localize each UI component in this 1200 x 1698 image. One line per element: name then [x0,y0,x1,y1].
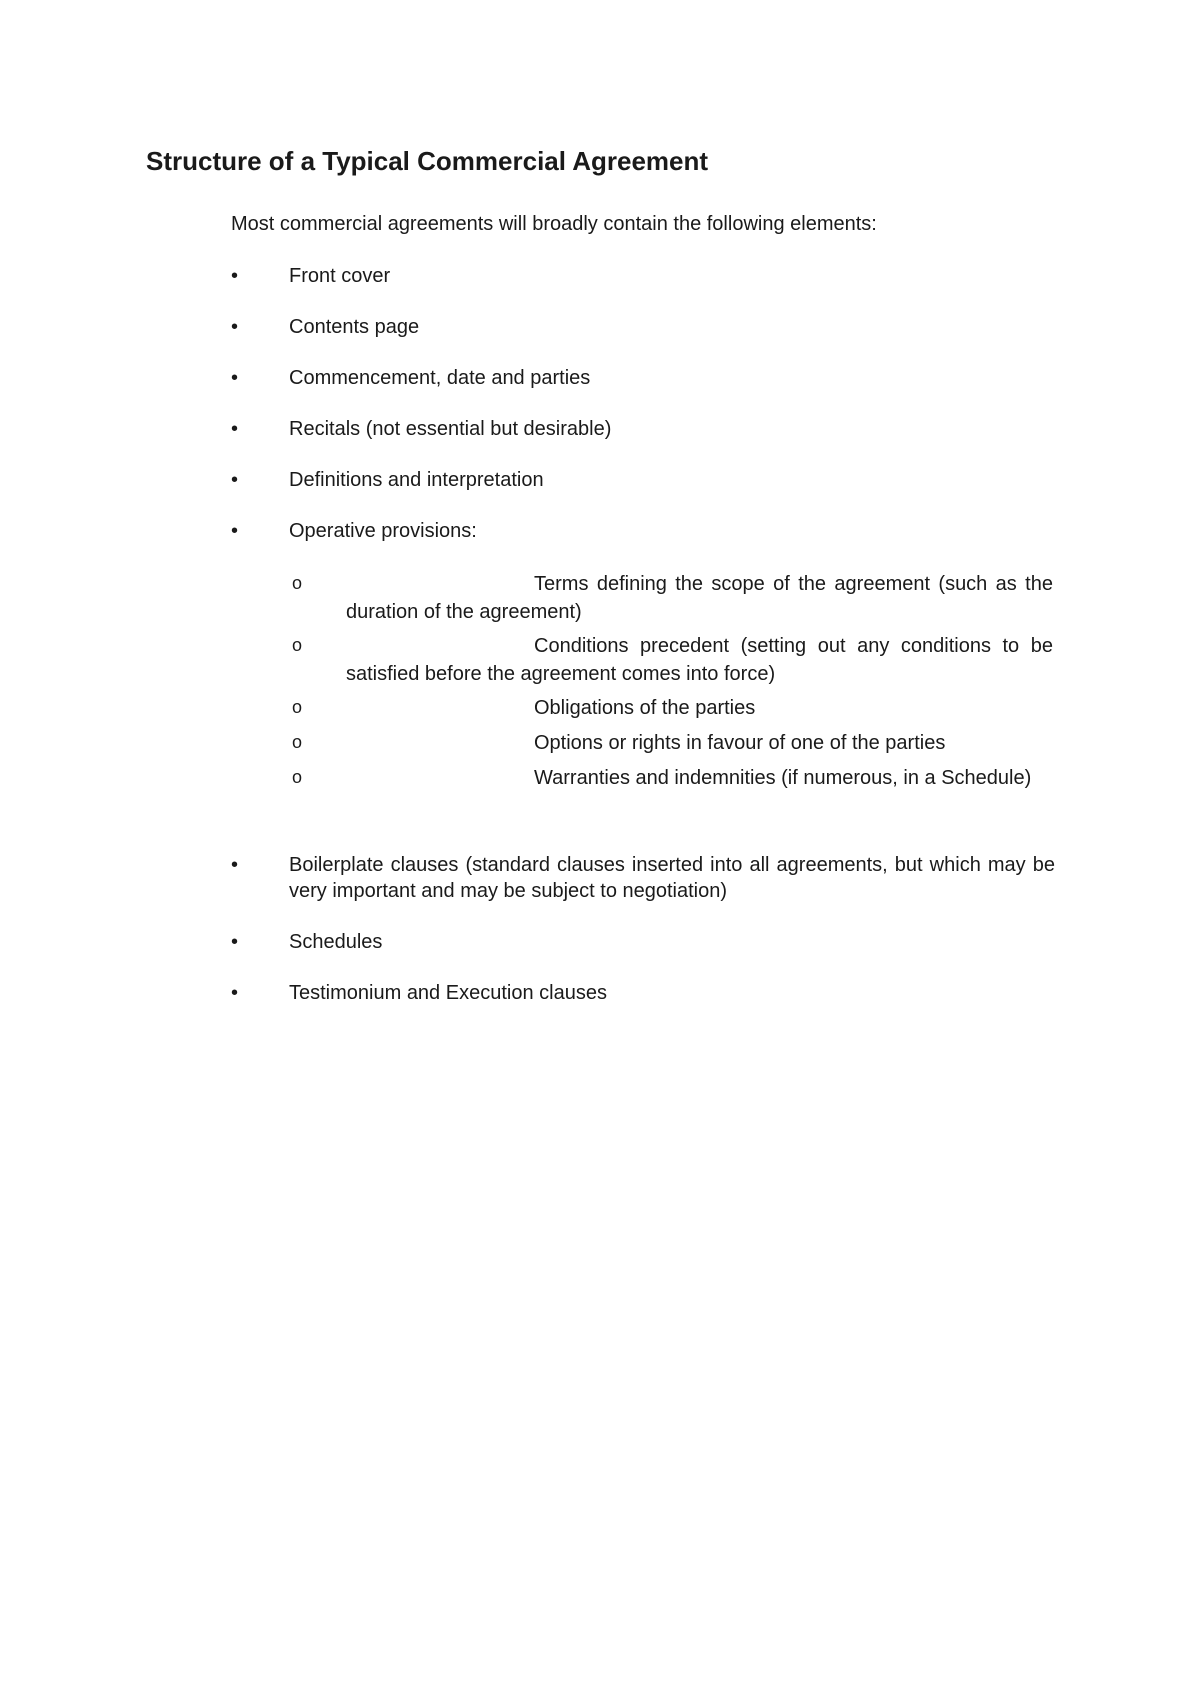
bullet-icon: • [231,469,239,491]
bullet-icon: • [231,982,239,1004]
list-item-text: Front cover [289,265,391,287]
bullet-icon: • [231,418,239,440]
bullet-icon: • [231,931,239,953]
sub-bullet-icon: o [292,732,303,752]
list-item-text: Commencement, date and parties [289,367,591,389]
sub-list-item-text: Conditions precedent (setting out any conditions to be satisfied before the agreement comes into force) [346,635,1053,685]
sub-list-item-text: Warranties and indemnities (if numerous, in a Schedule) [534,767,1032,789]
list-item-text: Definitions and interpretation [289,469,544,491]
sub-bullet-icon: o [292,573,303,593]
list-item-text: Recitals (not essential but desirable) [289,418,612,440]
sub-list-item-text: Terms defining the scope of the agreement (such as the duration of the agreement) [346,573,1053,623]
sub-list-item-text: Obligations of the parties [534,697,756,719]
intro-paragraph: Most commercial agreements will broadly contain the following elements: [231,213,877,235]
bullet-icon: • [231,265,239,287]
list-item-text: Schedules [289,931,383,953]
sub-list-item-text: Options or rights in favour of one of the parties [534,732,946,754]
bullet-icon: • [231,520,239,542]
document-title: Structure of a Typical Commercial Agreement [146,146,709,176]
list-item-text: Boilerplate clauses (standard clauses inserted into all agreements, but which may be very important and may be subject to negotiation) [289,854,1055,902]
list-item-text: Operative provisions: [289,520,477,542]
sub-bullet-icon: o [292,697,303,717]
bullet-icon: • [231,316,239,338]
sub-bullet-icon: o [292,635,303,655]
list-item-text: Testimonium and Execution clauses [289,982,607,1004]
list-item-text: Contents page [289,316,420,338]
bullet-icon: • [231,367,239,389]
bullet-icon: • [231,854,239,876]
sub-bullet-icon: o [292,767,303,787]
